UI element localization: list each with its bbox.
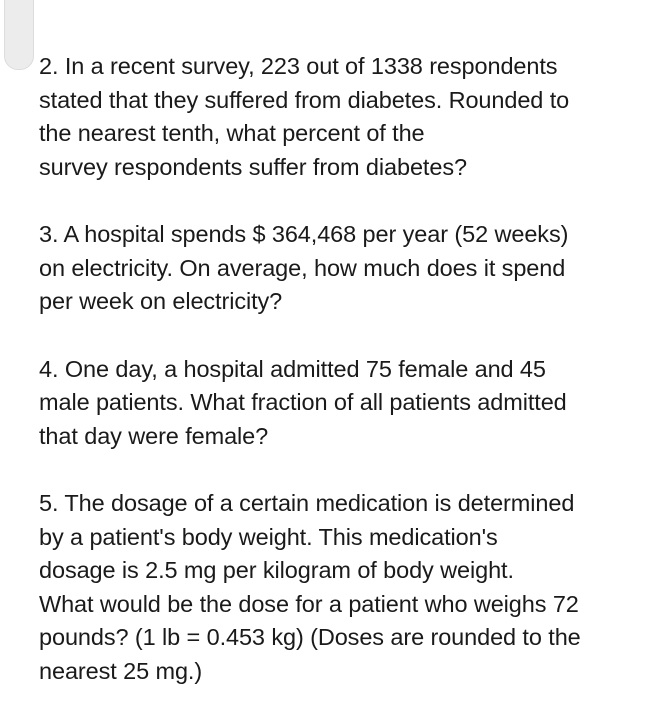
question-5-line-5: pounds? (1 lb = 0.453 kg) (Doses are rounded to the (39, 624, 581, 650)
question-5-line-1: 5. The dosage of a certain medication is determined (39, 490, 575, 516)
question-2-line-3: the nearest tenth, what percent of the (39, 120, 425, 146)
question-5-line-4: What would be the dose for a patient who weighs 72 (39, 590, 579, 617)
question-5-line-3: dosage is 2.5 mg per kilogram of body weight. (39, 557, 514, 583)
question-5-line-6: nearest 25 mg.) (39, 657, 203, 684)
question-4-line-2: male patients. What fraction of all patients admitted (39, 389, 567, 415)
question-3-line-2: on electricity. On average, how much does it spend (39, 254, 566, 281)
question-5-line-2: by a patient's body weight. This medication's (39, 523, 498, 550)
question-3-line-3: per week on electricity? (39, 288, 283, 314)
question-2 (39, 50, 651, 184)
scroll-handle[interactable] (4, 0, 34, 70)
question-3-line-1: 3. A hospital spends $ 364,468 per year (52 weeks) (39, 221, 569, 247)
question-2-line-4: survey respondents suffer from diabetes? (39, 153, 467, 180)
question-4 (39, 353, 651, 454)
question-list (39, 50, 651, 722)
question-4-line-1: 4. One day, a hospital admitted 75 female and 45 (39, 355, 546, 382)
question-3 (39, 218, 651, 319)
question-4-line-3: that day were female? (39, 422, 269, 449)
question-2-line-1: 2. In a recent survey, 223 out of 1338 respondents (39, 53, 558, 79)
question-2-line-2: stated that they suffered from diabetes. Rounded to (39, 86, 570, 113)
question-5 (39, 487, 651, 688)
